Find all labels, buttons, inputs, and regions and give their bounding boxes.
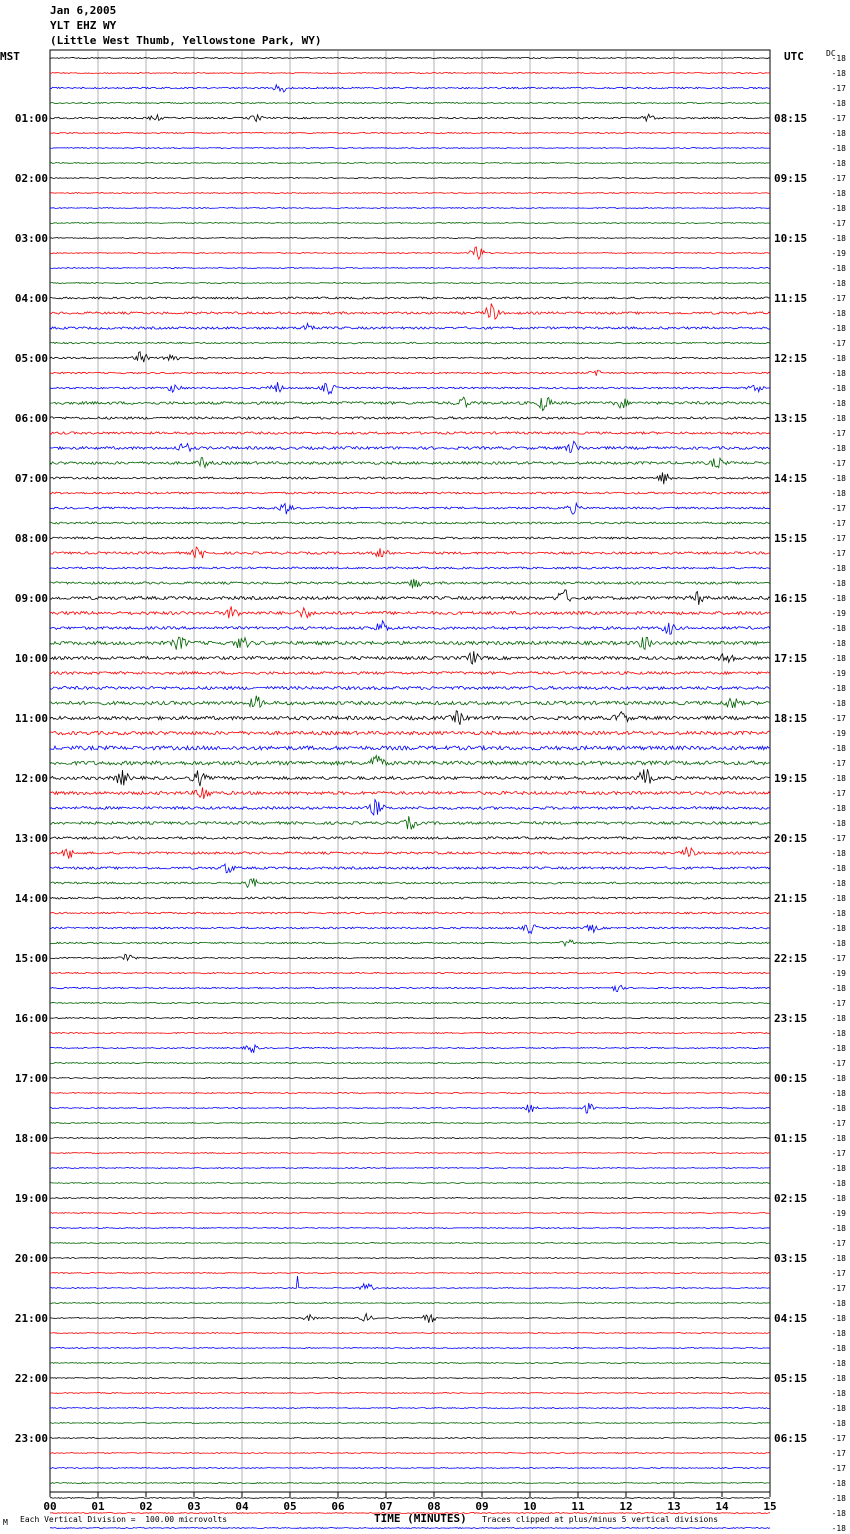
x-tick-label: 04 — [235, 1500, 249, 1513]
seismic-trace — [50, 1393, 770, 1394]
utc-hour-label: 17:15 — [774, 652, 808, 665]
dc-offset-label: -18 — [831, 1044, 846, 1053]
seismic-trace — [50, 537, 770, 539]
mst-hour-label: 12:00 — [14, 772, 48, 785]
x-tick-label: 01 — [91, 1500, 105, 1513]
seismic-trace — [50, 370, 770, 376]
dc-offset-label: -19 — [831, 249, 846, 258]
dc-offset-label: -18 — [831, 474, 846, 483]
dc-offset-label: -18 — [831, 444, 846, 453]
x-tick-label: 06 — [331, 1500, 345, 1513]
seismic-trace — [50, 1423, 770, 1424]
dc-offset-label: -17 — [831, 1464, 846, 1473]
dc-offset-label: -19 — [831, 609, 846, 618]
dc-offset-label: -18 — [831, 1014, 846, 1023]
seismic-trace — [50, 847, 770, 859]
dc-offset-label: -18 — [831, 1404, 846, 1413]
dc-offset-label: -18 — [831, 1509, 846, 1518]
dc-offset-label: -18 — [831, 369, 846, 378]
seismic-trace — [50, 522, 770, 524]
dc-offset-label: -17 — [831, 999, 846, 1008]
dc-offset-label: -18 — [831, 354, 846, 363]
seismic-trace — [50, 1363, 770, 1364]
seismic-trace — [50, 492, 770, 494]
utc-hour-label: 03:15 — [774, 1252, 808, 1265]
x-tick-label: 00 — [43, 1500, 57, 1513]
x-axis-title: TIME (MINUTES) — [374, 1512, 467, 1525]
dc-offset-label: -18 — [831, 129, 846, 138]
dc-offset-label: -18 — [831, 1089, 846, 1098]
mst-hour-label: 13:00 — [14, 832, 48, 845]
seismic-trace — [50, 547, 770, 558]
seismic-trace — [50, 352, 770, 362]
seismic-trace — [50, 621, 770, 635]
dc-offset-label: -18 — [831, 1224, 846, 1233]
seismic-trace — [50, 102, 770, 103]
seismic-trace — [50, 756, 770, 766]
x-tick-label: 15 — [763, 1500, 777, 1513]
seismic-trace — [50, 1017, 770, 1018]
seismic-trace — [50, 1228, 770, 1229]
utc-hour-label: 02:15 — [774, 1192, 808, 1205]
seismic-trace — [50, 878, 770, 887]
x-tick-label: 08 — [427, 1500, 441, 1513]
dc-offset-label: -18 — [831, 1164, 846, 1173]
dc-offset-label: -18 — [831, 1194, 846, 1203]
seismic-trace — [50, 731, 770, 735]
seismic-trace — [50, 163, 770, 164]
mst-hour-label: 18:00 — [14, 1132, 48, 1145]
mst-hour-label: 16:00 — [14, 1012, 48, 1025]
mst-hour-label: 11:00 — [14, 712, 48, 725]
seismic-trace — [50, 746, 770, 750]
utc-hour-label: 08:15 — [774, 112, 808, 125]
seismic-trace — [50, 1498, 770, 1499]
dc-offset-label: -18 — [831, 279, 846, 288]
mst-hour-label: 06:00 — [14, 412, 48, 425]
seismic-trace — [50, 972, 770, 973]
dc-offset-label: -18 — [831, 864, 846, 873]
seismic-trace — [50, 769, 770, 786]
dc-offset-label: -17 — [831, 759, 846, 768]
x-tick-label: 10 — [523, 1500, 537, 1513]
seismic-trace — [50, 567, 770, 569]
dc-offset-label: -18 — [831, 1359, 846, 1368]
dc-offset-label: -18 — [831, 894, 846, 903]
x-tick-label: 09 — [475, 1500, 489, 1513]
dc-offset-label: -18 — [831, 1524, 846, 1533]
seismic-trace — [50, 472, 770, 484]
seismic-trace — [50, 1483, 770, 1484]
x-tick-label: 07 — [379, 1500, 393, 1513]
dc-offset-label: -17 — [831, 1119, 846, 1128]
dc-offset-label: -18 — [831, 309, 846, 318]
scale-note: Each Vertical Division = 100.00 microvolts — [20, 1515, 228, 1524]
seismic-trace — [50, 1168, 770, 1169]
utc-hour-label: 12:15 — [774, 352, 808, 365]
seismic-trace — [50, 897, 770, 899]
x-tick-label: 13 — [667, 1500, 681, 1513]
mst-hour-label: 02:00 — [14, 172, 48, 185]
seismic-trace — [50, 114, 770, 121]
seismic-trace — [50, 193, 770, 194]
seismic-trace — [50, 1468, 770, 1469]
seismic-trace — [50, 458, 770, 468]
dc-offset-label: -18 — [831, 1104, 846, 1113]
mst-hour-label: 14:00 — [14, 892, 48, 905]
utc-hour-label: 15:15 — [774, 532, 808, 545]
dc-offset-label: -18 — [831, 924, 846, 933]
dc-offset-label: -18 — [831, 159, 846, 168]
dc-offset-label: -19 — [831, 669, 846, 678]
seismic-trace — [50, 985, 770, 991]
seismic-trace — [50, 1153, 770, 1154]
dc-offset-label: -17 — [831, 1434, 846, 1443]
right-axis-label: UTC — [784, 50, 804, 63]
mst-hour-label: 15:00 — [14, 952, 48, 965]
seismic-trace — [50, 1198, 770, 1199]
dc-offset-label: -18 — [831, 1074, 846, 1083]
x-tick-label: 02 — [139, 1500, 153, 1513]
dc-offset-label: -17 — [831, 534, 846, 543]
dc-label: DC — [826, 49, 836, 58]
seismic-trace — [50, 238, 770, 239]
mst-hour-label: 23:00 — [14, 1432, 48, 1445]
dc-offset-label: -18 — [831, 1134, 846, 1143]
dc-offset-label: -17 — [831, 1449, 846, 1458]
dc-offset-label: -18 — [831, 1314, 846, 1323]
mst-hour-label: 05:00 — [14, 352, 48, 365]
corner-mark: M — [3, 1518, 8, 1527]
seismic-trace — [50, 1453, 770, 1454]
clip-note: Traces clipped at plus/minus 5 vertical divisions — [482, 1515, 719, 1524]
dc-offset-label: -18 — [831, 624, 846, 633]
dc-offset-label: -17 — [831, 519, 846, 528]
seismic-trace — [50, 85, 770, 92]
trace-group — [50, 57, 770, 1534]
seismic-trace — [50, 441, 770, 452]
utc-hour-label: 22:15 — [774, 952, 808, 965]
header-location: (Little West Thumb, Yellowstone Park, WY) — [50, 34, 322, 47]
seismic-trace — [50, 1528, 770, 1529]
dc-offset-label: -18 — [831, 594, 846, 603]
seismic-trace — [50, 1138, 770, 1139]
dc-offset-label: -18 — [831, 984, 846, 993]
dc-offset-label: -17 — [831, 504, 846, 513]
seismic-trace — [50, 1183, 770, 1184]
seismic-trace — [50, 800, 770, 815]
seismic-trace — [50, 651, 770, 664]
seismic-trace — [50, 304, 770, 320]
mst-hour-label: 20:00 — [14, 1252, 48, 1265]
seismic-trace — [50, 606, 770, 618]
utc-hour-label: 19:15 — [774, 772, 808, 785]
seismic-trace — [50, 382, 770, 394]
seismic-trace — [50, 1314, 770, 1323]
dc-offset-label: -18 — [831, 1344, 846, 1353]
seismic-trace — [50, 912, 770, 914]
dc-offset-label: -17 — [831, 834, 846, 843]
mst-hour-label: 21:00 — [14, 1312, 48, 1325]
seismic-trace — [50, 1408, 770, 1409]
utc-hour-label: 13:15 — [774, 412, 808, 425]
seismic-trace — [50, 247, 770, 259]
dc-offset-label: -18 — [831, 774, 846, 783]
dc-offset-label: -18 — [831, 1419, 846, 1428]
utc-hour-label: 06:15 — [774, 1432, 808, 1445]
dc-offset-label: -17 — [831, 1284, 846, 1293]
seismic-trace — [50, 132, 770, 133]
seismic-trace — [50, 342, 770, 344]
seismic-trace — [50, 711, 770, 725]
dc-offset-label: -17 — [831, 789, 846, 798]
dc-offset-label: -18 — [831, 579, 846, 588]
dc-offset-label: -17 — [831, 714, 846, 723]
seismic-trace — [50, 1273, 770, 1274]
dc-offset-label: -17 — [831, 219, 846, 228]
dc-offset-label: -18 — [831, 744, 846, 753]
dc-offset-label: -17 — [831, 174, 846, 183]
dc-offset-label: -18 — [831, 1479, 846, 1488]
seismic-trace — [50, 925, 770, 934]
utc-hour-label: 14:15 — [774, 472, 808, 485]
dc-offset-label: -17 — [831, 294, 846, 303]
utc-hour-label: 01:15 — [774, 1132, 808, 1145]
dc-offset-label: -18 — [831, 819, 846, 828]
seismic-trace — [50, 178, 770, 179]
seismic-trace — [50, 297, 770, 299]
dc-offset-label: -18 — [831, 69, 846, 78]
seismic-trace — [50, 1002, 770, 1003]
x-tick-label: 05 — [283, 1500, 297, 1513]
dc-offset-label: -18 — [831, 1374, 846, 1383]
dc-offset-label: -18 — [831, 144, 846, 153]
dc-offset-label: -17 — [831, 114, 846, 123]
mst-hour-label: 10:00 — [14, 652, 48, 665]
seismic-trace — [50, 208, 770, 209]
dc-offset-label: -18 — [831, 384, 846, 393]
mst-hour-label: 19:00 — [14, 1192, 48, 1205]
seismic-trace — [50, 686, 770, 689]
header-date: Jan 6,2005 — [50, 4, 117, 17]
seismic-trace — [50, 1062, 770, 1063]
seismic-trace — [50, 1213, 770, 1214]
dc-offset-label: -17 — [831, 84, 846, 93]
mst-hour-label: 04:00 — [14, 292, 48, 305]
seismic-trace — [50, 579, 770, 589]
seismic-trace — [50, 1243, 770, 1244]
seismic-trace — [50, 696, 770, 708]
dc-offset-label: -19 — [831, 1209, 846, 1218]
dc-offset-label: -18 — [831, 1494, 846, 1503]
dc-offset-label: -18 — [831, 1029, 846, 1038]
seismic-trace — [50, 148, 770, 149]
utc-hour-label: 10:15 — [774, 232, 808, 245]
dc-offset-label: -18 — [831, 1329, 846, 1338]
utc-hour-label: 04:15 — [774, 1312, 808, 1325]
plot-frame — [50, 50, 770, 1492]
seismic-trace — [50, 503, 770, 514]
seismic-trace — [50, 837, 770, 839]
seismic-trace — [50, 787, 770, 799]
x-tick-label: 12 — [619, 1500, 633, 1513]
x-tick-label: 11 — [571, 1500, 585, 1513]
dc-offset-label: -18 — [831, 489, 846, 498]
seismic-trace — [50, 1348, 770, 1349]
utc-hour-label: 21:15 — [774, 892, 808, 905]
seismic-trace — [50, 57, 770, 58]
seismic-trace — [50, 590, 770, 605]
utc-hour-label: 20:15 — [774, 832, 808, 845]
utc-hour-label: 23:15 — [774, 1012, 808, 1025]
seismic-trace — [50, 1045, 770, 1053]
dc-offset-label: -19 — [831, 729, 846, 738]
seismic-trace — [50, 223, 770, 224]
dc-offset-label: -18 — [831, 849, 846, 858]
seismic-trace — [50, 940, 770, 946]
plot-grid — [50, 50, 770, 1492]
dc-offset-label: -17 — [831, 1149, 846, 1158]
dc-offset-label: -18 — [831, 54, 846, 63]
seismic-trace — [50, 1032, 770, 1033]
dc-offset-label: -18 — [831, 414, 846, 423]
dc-offset-label: -18 — [831, 189, 846, 198]
mst-hour-label: 01:00 — [14, 112, 48, 125]
dc-offset-label: -18 — [831, 699, 846, 708]
seismic-trace — [50, 323, 770, 329]
seismic-trace — [50, 1276, 770, 1290]
dc-offset-label: -18 — [831, 639, 846, 648]
dc-offset-label: -18 — [831, 1299, 846, 1308]
utc-hour-label: 09:15 — [774, 172, 808, 185]
utc-hour-label: 18:15 — [774, 712, 808, 725]
dc-offset-label: -18 — [831, 1254, 846, 1263]
seismic-trace — [50, 283, 770, 284]
mst-hour-label: 03:00 — [14, 232, 48, 245]
dc-offset-label: -18 — [831, 99, 846, 108]
utc-hour-label: 11:15 — [774, 292, 808, 305]
dc-offset-label: -18 — [831, 1389, 846, 1398]
dc-offset-label: -17 — [831, 459, 846, 468]
dc-offset-label: -18 — [831, 399, 846, 408]
seismic-trace — [50, 1333, 770, 1334]
utc-hour-label: 00:15 — [774, 1072, 808, 1085]
seismic-trace — [50, 417, 770, 419]
dc-offset-label: -17 — [831, 954, 846, 963]
dc-offset-label: -18 — [831, 264, 846, 273]
dc-offset-label: -18 — [831, 654, 846, 663]
dc-offset-label: -17 — [831, 1239, 846, 1248]
utc-hour-label: 16:15 — [774, 592, 808, 605]
seismic-trace — [50, 816, 770, 829]
mst-hour-label: 17:00 — [14, 1072, 48, 1085]
seismic-trace — [50, 1303, 770, 1304]
dc-offset-label: -17 — [831, 1059, 846, 1068]
dc-offset-label: -18 — [831, 1179, 846, 1188]
utc-hour-label: 05:15 — [774, 1372, 808, 1385]
dc-offset-label: -17 — [831, 429, 846, 438]
seismic-trace — [50, 1258, 770, 1259]
dc-offset-label: -18 — [831, 939, 846, 948]
seismic-trace — [50, 1103, 770, 1113]
x-tick-label: 14 — [715, 1500, 729, 1513]
dc-offset-label: -17 — [831, 549, 846, 558]
mst-hour-label: 09:00 — [14, 592, 48, 605]
header-station: YLT EHZ WY — [50, 19, 117, 32]
left-axis-label: MST — [0, 50, 20, 63]
seismic-trace — [50, 1378, 770, 1379]
seismic-trace — [50, 397, 770, 410]
dc-offset-label: -19 — [831, 969, 846, 978]
x-tick-label: 03 — [187, 1500, 201, 1513]
dc-offset-label: -18 — [831, 324, 846, 333]
seismic-trace — [50, 73, 770, 74]
seismic-trace — [50, 637, 770, 650]
seismic-trace — [50, 1438, 770, 1439]
dc-offset-label: -17 — [831, 1269, 846, 1278]
dc-offset-label: -18 — [831, 909, 846, 918]
seismic-trace — [50, 954, 770, 960]
dc-offset-label: -18 — [831, 804, 846, 813]
dc-offset-label: -18 — [831, 684, 846, 693]
seismic-trace — [50, 864, 770, 873]
seismic-trace — [50, 672, 770, 675]
dc-offset-label: -17 — [831, 339, 846, 348]
mst-hour-label: 22:00 — [14, 1372, 48, 1385]
mst-hour-label: 07:00 — [14, 472, 48, 485]
seismic-trace — [50, 268, 770, 269]
seismic-trace — [50, 432, 770, 434]
seismic-trace — [50, 1123, 770, 1124]
dc-offset-label: -18 — [831, 564, 846, 573]
mst-hour-label: 08:00 — [14, 532, 48, 545]
dc-offset-label: -18 — [831, 879, 846, 888]
dc-offset-label: -18 — [831, 204, 846, 213]
dc-offset-label: -18 — [831, 234, 846, 243]
seismic-trace — [50, 1093, 770, 1094]
seismic-trace — [50, 1078, 770, 1079]
